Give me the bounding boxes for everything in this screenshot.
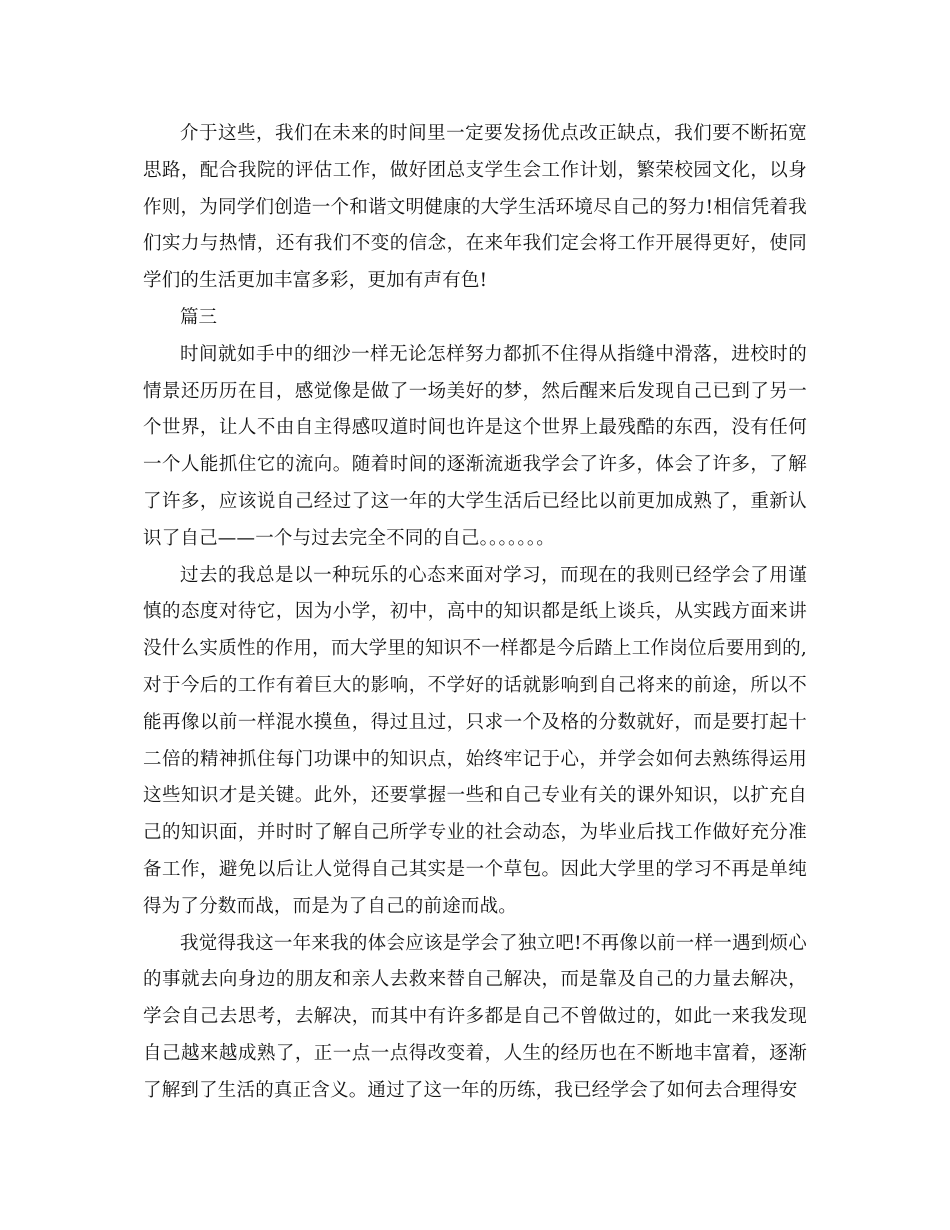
paragraph-3: 过去的我总是以一种玩乐的心态来面对学习，而现在的我则已经学会了用谨慎的态度对待它，因为小学，初中，高中的知识都是纸上谈兵，从实践方面来讲没什么实质性的作用，而大学里的知识不一样都是今后踏上工作岗位后要用到的,对于今后的工作有着巨大的影响，不学好的话就影响到自己将来的前途，所以不能再像以前一样混水摸鱼，得过且过，只求一个及格的分数就好，而是要打起十二倍的精神抓住每门功课中的知识点，始终牢记于心，并学会如何去熟练得运用这些知识才是关键。此外，还要掌握一些和自己专业有关的课外知识，以扩充自己的知识面，并时时了解自己所学专业的社会动态，为毕业后找工作做好充分准备工作，避免以后让人觉得自己其实是一个草包。因此大学里的学习不再是单纯得为了分数而战，而是为了自己的前途而战。 [143,564,807,917]
paragraph-4: 我觉得我这一年来我的体会应该是学会了独立吧!不再像以前一样一遇到烦心的事就去向身边的朋友和亲人去救来替自己解决，而是靠及自己的力量去解决，学会自己去思考，去解决，而其中有许多都是自己不曾做过的，如此一来我发现自己越来越成熟了，正一点一点得改变着，人生的经历也在不断地丰富着，逐渐了解到了生活的真正含义。通过了这一年的历练，我已经学会了如何去合理得安 [143,932,807,1101]
paragraph-2: 时间就如手中的细沙一样无论怎样努力都抓不住得从指缝中滑落，进校时的情景还历历在目，感觉像是做了一场美好的梦，然后醒来后发现自己已到了另一个世界，让人不由自主得感叹道时间也许是这个世界上最残酷的东西，没有任何一个人能抓住它的流向。随着时间的逐渐流逝我学会了许多，体会了许多，了解了许多，应该说自己经过了这一年的大学生活后已经比以前更加成熟了，重新认识了自己——一个与过去完全不同的自己。。。。。。。 [143,343,807,549]
document-body [143,116,807,1110]
paragraph-1: 介于这些，我们在未来的时间里一定要发扬优点改正缺点，我们要不断拓宽思路，配合我院的评估工作，做好团总支学生会工作计划，繁荣校园文化，以身作则，为同学们创造一个和谐文明健康的大学生活环境尽自己的努力!相信凭着我们实力与热情，还有我们不变的信念，在来年我们定会将工作开展得更好，使同学们的生活更加丰富多彩，更加有声有色! [143,123,807,292]
section-heading: 篇三 [180,306,218,328]
